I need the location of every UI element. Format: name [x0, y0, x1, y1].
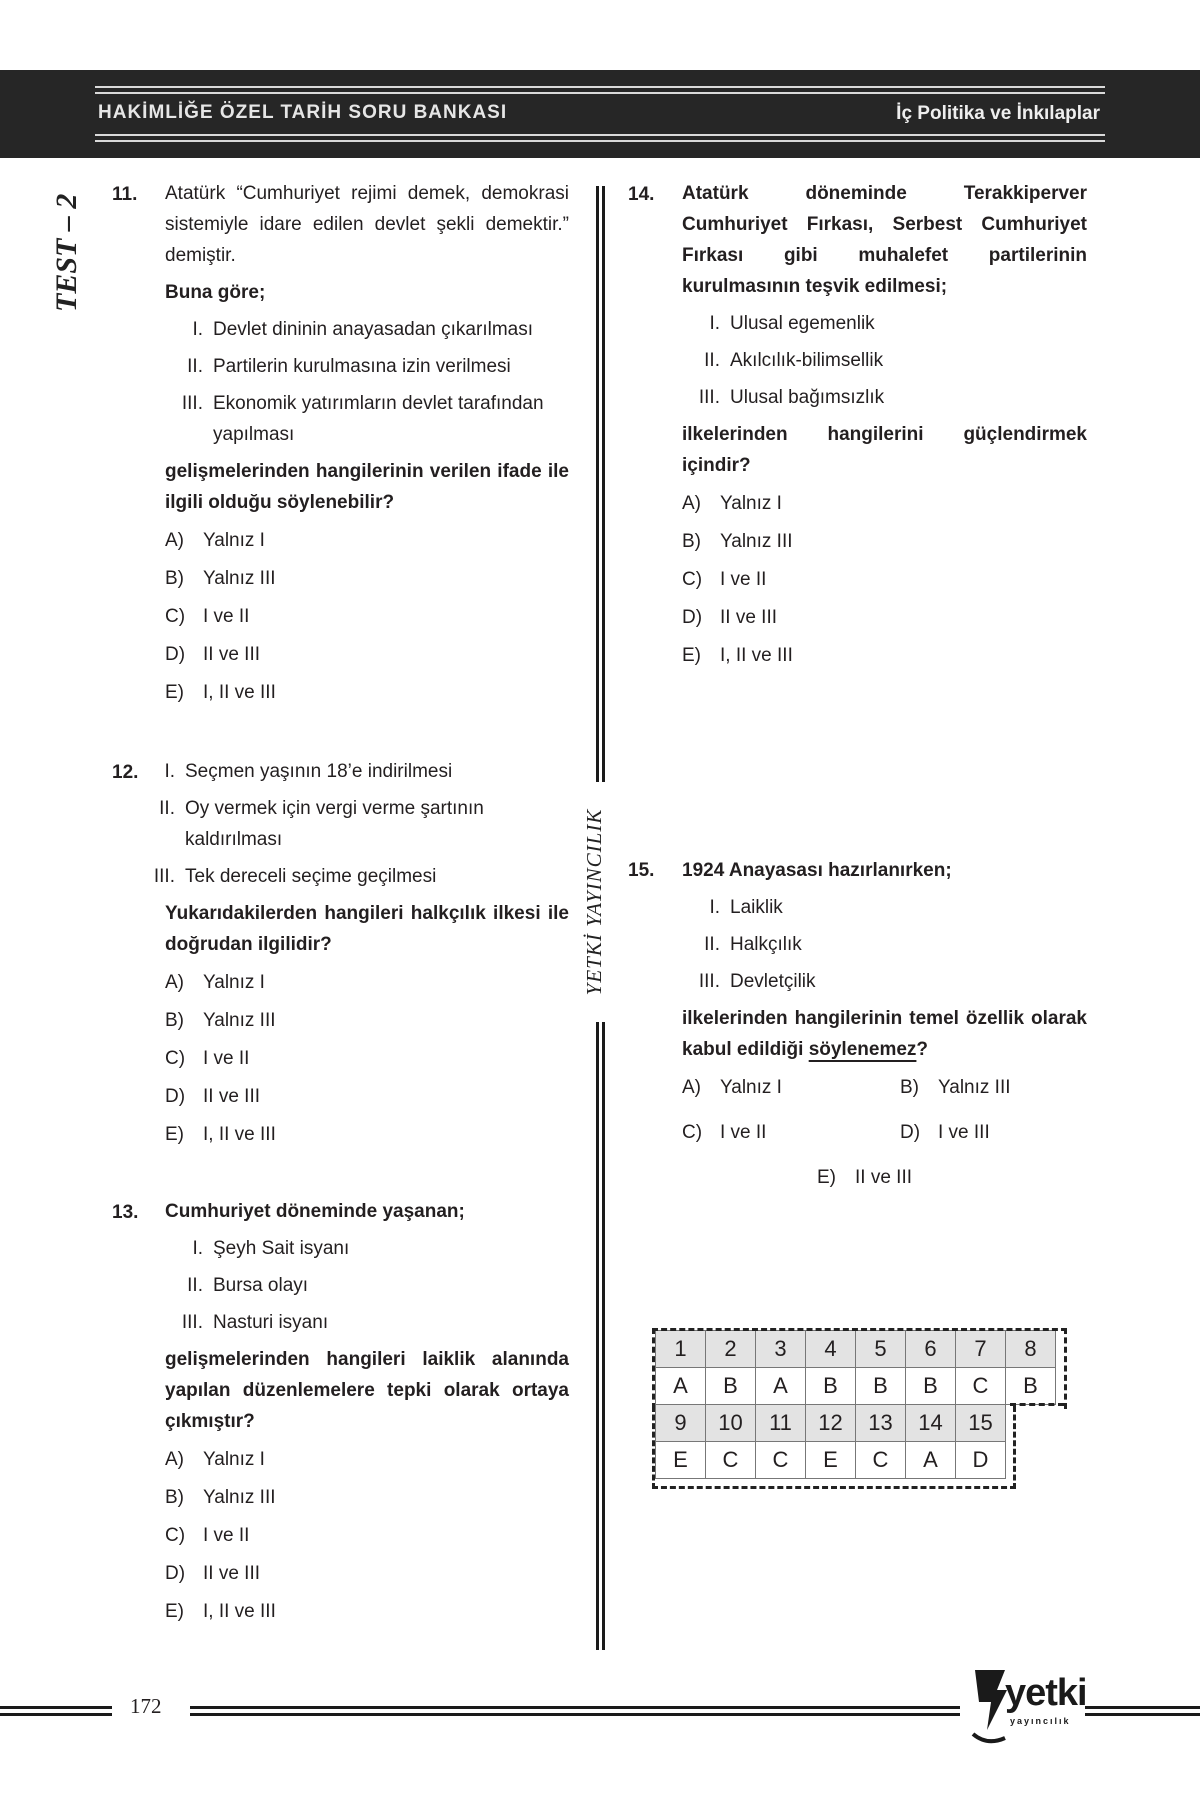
question-lead: 1924 Anayasası hazırlanırken;	[682, 860, 952, 881]
premise-numeral: II.	[187, 356, 203, 377]
answer-option[interactable]	[682, 640, 1087, 671]
premise-item	[682, 382, 1087, 413]
key-answer: C	[856, 1442, 906, 1479]
chapter-title: İç Politika ve İnkılaplar	[896, 103, 1100, 124]
answer-option[interactable]	[682, 488, 1087, 519]
premise-item	[165, 1307, 569, 1338]
key-answer: A	[656, 1368, 706, 1405]
publisher-logo-subtext: yayıncılık	[1010, 1716, 1071, 1726]
key-number: 6	[906, 1331, 956, 1368]
option-text: Yalnız III	[720, 531, 793, 552]
key-number: 1	[656, 1331, 706, 1368]
question-number: 14.	[628, 184, 655, 205]
answer-option[interactable]	[682, 602, 1087, 633]
option-letter: D)	[165, 1563, 186, 1584]
option-text: I ve II	[203, 1048, 250, 1069]
premise-text: Nasturi isyanı	[213, 1312, 329, 1333]
option-text: II ve III	[203, 1563, 261, 1584]
option-text: Yalnız I	[203, 972, 265, 993]
option-letter: C)	[682, 1122, 703, 1143]
premise-text: Bursa olayı	[213, 1275, 309, 1296]
option-letter: D)	[165, 1086, 186, 1107]
option-text: I, II ve III	[203, 682, 276, 703]
answer-option[interactable]	[165, 639, 569, 670]
premise-item	[127, 756, 569, 787]
premise-item	[165, 314, 569, 345]
option-text: I, II ve III	[720, 645, 793, 666]
premise-text: Ulusal egemenlik	[730, 313, 875, 334]
option-letter: C)	[165, 606, 186, 627]
option-text: I ve II	[720, 1122, 767, 1143]
option-letter: A)	[165, 1449, 184, 1470]
answer-key-border-top	[652, 1328, 1067, 1409]
premise-numeral: II.	[704, 934, 720, 955]
premise-text: Ulusal bağımsızlık	[730, 387, 885, 408]
option-letter: E)	[817, 1167, 836, 1188]
answer-key-border-bottom	[652, 1406, 1016, 1489]
question-prompt	[682, 1003, 1087, 1065]
key-number: 3	[756, 1331, 806, 1368]
key-number: 12	[806, 1405, 856, 1442]
key-answer: C	[706, 1442, 756, 1479]
key-number: 10	[706, 1405, 756, 1442]
option-letter: B)	[165, 568, 184, 589]
premise-item	[165, 1233, 569, 1264]
option-text: II ve III	[855, 1167, 913, 1188]
option-text: Yalnız III	[203, 568, 276, 589]
option-letter: D)	[682, 607, 703, 628]
answer-option[interactable]	[165, 967, 569, 998]
option-letter: D)	[165, 644, 186, 665]
question-prompt: ilkelerinden hangilerini güçlendirmek içindir?	[682, 424, 1087, 476]
footer-rule-end-2	[1085, 1713, 1200, 1716]
key-number: 13	[856, 1405, 906, 1442]
option-letter: E)	[165, 1124, 184, 1145]
option-letter: C)	[165, 1048, 186, 1069]
option-letter: C)	[682, 569, 703, 590]
premise-numeral: I.	[192, 319, 203, 340]
option-letter: B)	[682, 531, 701, 552]
question-number: 13.	[112, 1202, 139, 1223]
option-text: I ve II	[203, 606, 250, 627]
question-number: 11.	[112, 184, 138, 205]
option-letter: B)	[165, 1487, 184, 1508]
premise-text: Devlet dininin anayasadan çıkarılması	[213, 319, 534, 340]
answer-option[interactable]	[165, 1558, 569, 1589]
option-text: Yalnız III	[203, 1010, 276, 1031]
premise-text: Partilerin kurulmasına izin verilmesi	[213, 356, 511, 377]
premise-item	[165, 1270, 569, 1301]
premise-text: Şeyh Sait isyanı	[213, 1238, 350, 1259]
key-number: 2	[706, 1331, 756, 1368]
key-answer: B	[856, 1368, 906, 1405]
answer-option[interactable]	[165, 677, 569, 708]
option-text: I, II ve III	[203, 1601, 276, 1622]
option-text: Yalnız III	[938, 1077, 1011, 1098]
side-brand-label: YETKİ YAYINCILIK	[582, 782, 612, 1022]
premise-numeral: III.	[153, 866, 175, 887]
key-answer: E	[656, 1442, 706, 1479]
key-answer: D	[956, 1442, 1006, 1479]
premise-numeral: II.	[159, 798, 175, 819]
premise-text: Tek dereceli seçime geçilmesi	[185, 866, 437, 887]
answer-option[interactable]	[165, 1444, 569, 1475]
option-text: Yalnız I	[720, 1077, 782, 1098]
answer-option[interactable]	[682, 1117, 900, 1148]
key-answer: B	[906, 1368, 956, 1405]
premise-numeral: III.	[181, 1312, 203, 1333]
question-lead: Buna göre;	[165, 282, 266, 303]
premise-text: Devletçilik	[730, 971, 816, 992]
option-letter: E)	[165, 1601, 184, 1622]
premise-numeral: III.	[698, 971, 720, 992]
premise-numeral: III.	[181, 393, 203, 414]
book-title: HAKİMLİĞE ÖZEL TARİH SORU BANKASI	[98, 102, 508, 123]
premise-item	[682, 345, 1087, 376]
question-prompt: Yukarıdakilerden hangileri halkçılık ilkesi ile doğrudan ilgilidir?	[165, 903, 569, 955]
premise-numeral: I.	[709, 897, 720, 918]
page-header	[0, 70, 1200, 158]
answer-option[interactable]	[165, 601, 569, 632]
option-letter: A)	[682, 1077, 701, 1098]
answer-option[interactable]	[165, 1081, 569, 1112]
option-text: Yalnız I	[203, 1449, 265, 1470]
answer-option[interactable]	[900, 1117, 990, 1148]
answer-option[interactable]	[165, 525, 569, 556]
option-text: Yalnız III	[203, 1487, 276, 1508]
premise-text: Seçmen yaşının 18’e indirilmesi	[185, 761, 453, 782]
key-number: 4	[806, 1331, 856, 1368]
answer-option[interactable]	[682, 564, 1087, 595]
question-11	[165, 178, 569, 715]
premise-numeral: I.	[709, 313, 720, 334]
question-13	[165, 1196, 569, 1634]
test-label: TEST – 2	[50, 193, 83, 312]
key-number: 7	[956, 1331, 1006, 1368]
answer-option[interactable]	[682, 1072, 900, 1103]
option-letter: B)	[900, 1077, 919, 1098]
premise-text: Akılcılık-bilimsellik	[730, 350, 884, 371]
answer-option[interactable]	[165, 1482, 569, 1513]
option-text: II ve III	[720, 607, 778, 628]
question-15	[682, 855, 1087, 1200]
answer-option[interactable]	[682, 526, 1087, 557]
key-number: 14	[906, 1405, 956, 1442]
question-prompt: gelişmelerinden hangileri laiklik alanında yapılan düzenlemelere tepki olarak ortaya çıkmıştır?	[165, 1349, 569, 1432]
option-letter: D)	[900, 1122, 921, 1143]
answer-option[interactable]	[817, 1162, 1087, 1193]
footer-rule-right	[190, 1706, 960, 1709]
publisher-logo-text: yetki	[1005, 1672, 1087, 1714]
premise-item	[127, 793, 569, 855]
option-letter: E)	[165, 682, 184, 703]
premise-item	[682, 308, 1087, 339]
key-answer: A	[906, 1442, 956, 1479]
premise-numeral: I.	[164, 761, 175, 782]
question-number: 12.	[112, 762, 139, 783]
question-12	[127, 750, 569, 1157]
premise-text: Ekonomik yatırımların devlet tarafından yapılması	[213, 393, 544, 445]
key-number: 8	[1006, 1331, 1056, 1368]
key-answer: B	[1006, 1368, 1056, 1405]
answer-option[interactable]	[165, 1596, 569, 1627]
option-letter: A)	[682, 493, 701, 514]
key-answer: B	[806, 1368, 856, 1405]
option-letter: A)	[165, 972, 184, 993]
option-text: I ve II	[203, 1525, 250, 1546]
question-lead: Cumhuriyet döneminde yaşanan;	[165, 1201, 465, 1222]
header-rule-bottom	[95, 134, 1105, 136]
question-14	[682, 178, 1087, 678]
option-letter: B)	[165, 1010, 184, 1031]
key-answer: C	[756, 1442, 806, 1479]
premise-numeral: I.	[192, 1238, 203, 1259]
answer-option[interactable]	[165, 563, 569, 594]
premise-item	[165, 388, 569, 450]
question-prompt: gelişmelerinden hangilerinin verilen ifade ile ilgili olduğu söylenebilir?	[165, 461, 569, 513]
premise-item	[682, 966, 1087, 997]
key-number: 5	[856, 1331, 906, 1368]
option-text: I ve III	[938, 1122, 990, 1143]
premise-text: Laiklik	[730, 897, 783, 918]
premise-numeral: II.	[187, 1275, 203, 1296]
option-text: I ve II	[720, 569, 767, 590]
premise-item	[165, 351, 569, 382]
option-text: Yalnız I	[720, 493, 782, 514]
option-letter: A)	[165, 530, 184, 551]
premise-text: Halkçılık	[730, 934, 802, 955]
option-text: Yalnız I	[203, 530, 265, 551]
key-number: 9	[656, 1405, 706, 1442]
option-letter: C)	[165, 1525, 186, 1546]
premise-numeral: II.	[704, 350, 720, 371]
header-rule-top-2	[95, 92, 1105, 94]
option-letter: E)	[682, 645, 701, 666]
footer-rule-left	[0, 1706, 112, 1709]
answer-option[interactable]	[900, 1072, 1011, 1103]
page-number: 172	[130, 1694, 162, 1718]
question-prompt-text: ilkelerinden hangilerinin temel özellik olarak kabul edildiği	[682, 1008, 1087, 1060]
answer-option[interactable]	[165, 1043, 569, 1074]
question-prompt-end: ?	[916, 1039, 929, 1060]
answer-key-border-step	[1010, 1403, 1064, 1406]
premise-item	[682, 892, 1087, 923]
key-answer: A	[756, 1368, 806, 1405]
footer-rule-end	[1085, 1706, 1200, 1709]
key-answer: C	[956, 1368, 1006, 1405]
header-rule-bottom-2	[95, 140, 1105, 142]
question-lead: Atatürk döneminde Terakkiperver Cumhuriyet Fırkası, Serbest Cumhuriyet Fırkası gibi muhalefet partilerinin kurulmasının teşvik edilmesi;	[682, 183, 1087, 297]
key-answer: B	[706, 1368, 756, 1405]
answer-option[interactable]	[165, 1520, 569, 1551]
premise-item	[682, 929, 1087, 960]
question-stem: Atatürk “Cumhuriyet rejimi demek, demokrasi sistemiyle idare edilen devlet şekli demektir.” demiştir.	[165, 183, 569, 266]
question-emphasis: söylenemez	[808, 1039, 917, 1060]
answer-option[interactable]	[165, 1005, 569, 1036]
option-text: I, II ve III	[203, 1124, 276, 1145]
key-answer: E	[806, 1442, 856, 1479]
footer-rule-right-2	[190, 1713, 960, 1716]
option-text: II ve III	[203, 1086, 261, 1107]
key-number: 11	[756, 1405, 806, 1442]
footer-rule-left-2	[0, 1713, 112, 1716]
option-text: II ve III	[203, 644, 261, 665]
premise-text: Oy vermek için vergi verme şartının kaldırılması	[185, 798, 484, 850]
header-rule-top	[95, 86, 1105, 88]
key-number: 15	[956, 1405, 1006, 1442]
question-number: 15.	[628, 860, 655, 881]
premise-item	[127, 861, 569, 892]
premise-numeral: III.	[698, 387, 720, 408]
answer-option[interactable]	[165, 1119, 569, 1150]
